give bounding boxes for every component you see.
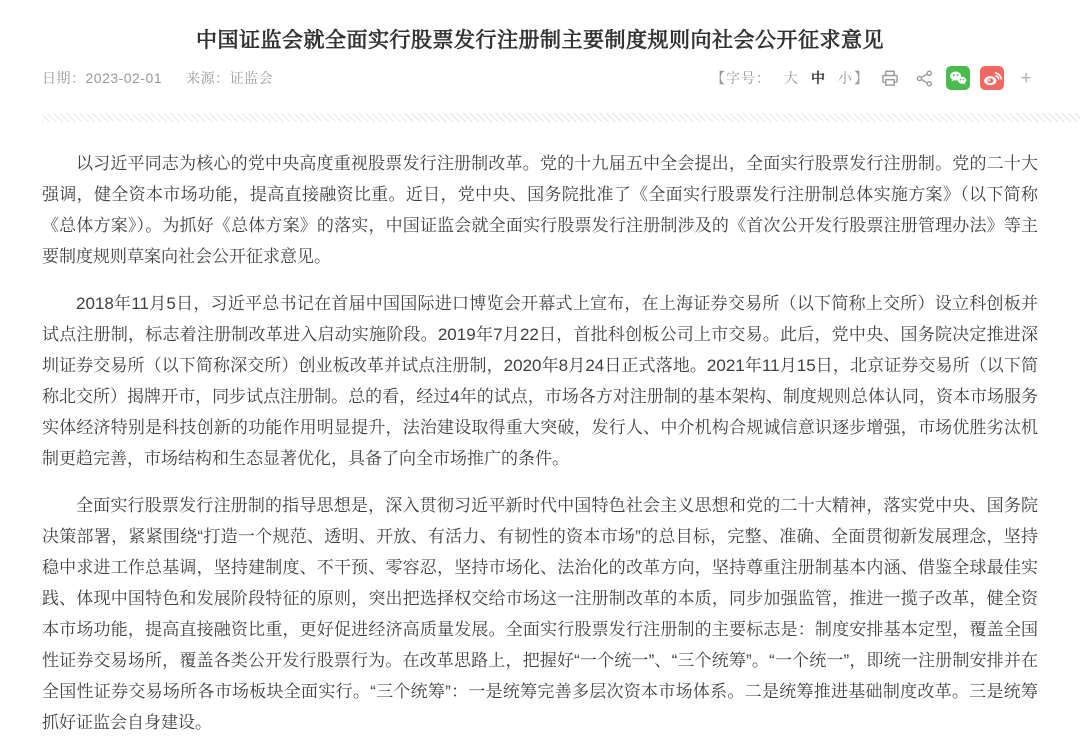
article-page [0,24,1080,738]
content-divider [42,113,1080,122]
source-label: 来源： [186,70,230,86]
article-paragraph: 2018年11月5日，习近平总书记在首届中国国际进口博览会开幕式上宣布，在上海证券交易所（以下简称上交所）设立科创板并试点注册制，标志着注册制改革进入启动实施阶段。2019年7月22日，首批科创板公司上市交易。此后，党中央、国务院决定推进深圳证券交易所（以下简称深交所）创业板改革并试点注册制，2020年8月24日正式落地。2021年11月15日，北京证券交易所（以下简称北交所）揭牌开市，同步试点注册制。总的看，经过4年的试点，市场各方对注册制的基本架构、制度规则总体认同，资本市场服务实体经济特别是科技创新的功能作用明显提升，法治建设取得重大突破，发行人、中介机构合规诚信意识逐步增强，市场优胜劣汰机制更趋完善，市场结构和生态显著优化，具备了向全市场推广的条件。 [42,294,1038,468]
fontsize-medium-button[interactable]: 中 [811,70,825,86]
meta-info [42,68,297,88]
article-body [42,148,1038,738]
article-date [42,68,162,88]
share-icon [915,69,934,88]
fontsize-large-button[interactable]: 大 [784,70,798,86]
page-title: 中国证监会就全面实行股票发行注册制主要制度规则向社会公开征求意见 [196,29,884,52]
weibo-icon [980,66,1004,90]
plus-icon: + [1020,67,1032,89]
printer-icon [880,68,900,88]
weibo-share-button[interactable] [980,66,1004,90]
article-paragraph: 全面实行股票发行注册制的指导思想是，深入贯彻习近平新时代中国特色社会主义思想和党的二十大精神，落实党中央、国务院决策部署，紧紧围绕“打造一个规范、透明、开放、有活力、有韧性的资本市场”的总目标，完整、准确、全面贯彻新发展理念，坚持稳中求进工作总基调，坚持建制度、不干预、零容忍，坚持市场化、法治化的改革方向，坚持尊重注册制基本内涵、借鉴全球最佳实践、体现中国特色和发展阶段特征的原则，突出把选择权交给市场这一注册制改革的本质，同步加强监管，推进一揽子改革，健全资本市场功能，提高直接融资比重，更好促进经济高质量发展。全面实行股票发行注册制的主要标志是：制度安排基本定型，覆盖全国性证券交易场所，覆盖各类公开发行股票行为。在改革思路上，把握好“一个统一”、“三个统筹”。“一个统一”，即统一注册制安排并在全国性证券交易场所各市场板块全面实行。“三个统筹”：一是统筹完善多层次资本市场体系。二是统筹推进基础制度改革。三是统筹抓好证监会自身建设。 [42,496,1038,732]
article-source [186,68,273,88]
fontsize-small-button[interactable]: 小 [838,70,852,86]
fontsize-label: 【字号： [711,70,771,86]
date-value: 2023-02-01 [85,70,163,86]
wechat-icon [946,66,970,90]
wechat-share-button[interactable] [946,66,970,90]
article-paragraph: 以习近平同志为核心的党中央高度重视股票发行注册制改革。党的十九届五中全会提出，全面实行股票发行注册制。党的二十大强调，健全资本市场功能，提高直接融资比重。近日，党中央、国务院批准了《全面实行股票发行注册制总体实施方案》（以下简称《总体方案》）。为抓好《总体方案》的落实，中国证监会就全面实行股票发行注册制涉及的《首次公开发行股票注册管理办法》等主要制度规则草案向社会公开征求意见。 [42,154,1038,266]
share-button[interactable] [912,66,936,90]
article-toolbar [711,66,1038,90]
source-value: 证监会 [229,70,274,86]
print-button[interactable] [878,66,902,90]
more-share-button[interactable] [1014,66,1038,90]
date-label: 日期： [42,70,86,86]
fontsize-label-suffix: 】 [854,70,868,86]
meta-row [42,66,1038,90]
